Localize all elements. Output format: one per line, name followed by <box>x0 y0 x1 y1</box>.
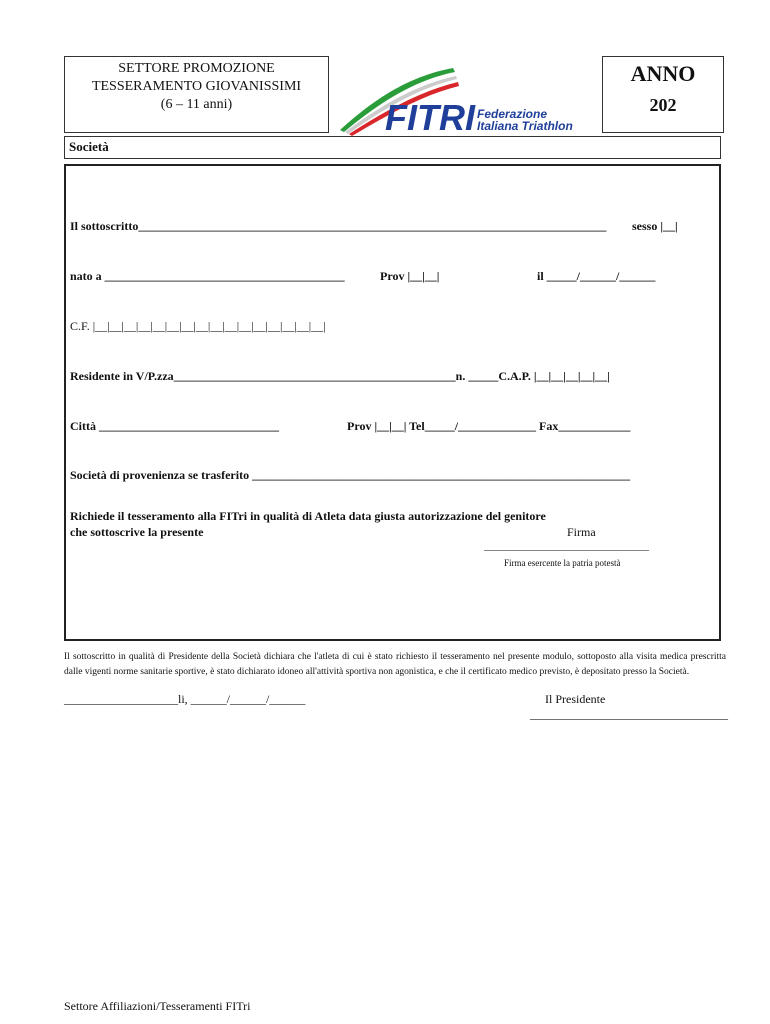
nato-field[interactable]: nato a ________________________________________ <box>70 269 345 283</box>
prov-tel-fax-field[interactable]: Prov |__|__| Tel_____/_____________ Fax____________ <box>347 419 631 433</box>
president-signature-line[interactable]: _________________________________ <box>530 707 728 721</box>
sottoscritto-field[interactable]: Il sottoscritto______________________________________________________________________________ <box>70 219 607 233</box>
richiede-line-2: che sottoscrive la presente <box>70 525 204 539</box>
citta-field[interactable]: Città ______________________________ <box>70 419 279 433</box>
anno-box <box>602 56 724 133</box>
page-footer: Settore Affiliazioni/Tesseramenti FITri <box>64 999 251 1013</box>
president-label: Il Presidente <box>545 692 606 706</box>
societa-field[interactable] <box>64 136 721 159</box>
provenienza-field[interactable]: Società di provenienza se trasferito _______________________________________________________________ <box>70 468 631 482</box>
residence-field[interactable]: Residente in V/P.zza_______________________________________________n. _____C.A.P. |__|__|__|__|__| <box>70 369 610 383</box>
sesso-field[interactable]: sesso |__| <box>632 219 678 233</box>
title-box <box>64 56 329 133</box>
firma-caption: Firma esercente la patria potestà <box>504 558 621 568</box>
birth-date-field[interactable]: il _____/______/______ <box>537 269 656 283</box>
firma-label: Firma <box>567 525 596 539</box>
firma-line[interactable]: ______________________________ <box>484 540 649 552</box>
societa-label: Società <box>69 139 109 154</box>
logo-name-line2: Italiana Triathlon <box>477 119 573 133</box>
place-date-field[interactable]: ___________________li, ______/______/______ <box>64 692 306 706</box>
title-line-1: SETTORE PROMOZIONE <box>118 61 275 76</box>
fitri-logo <box>335 58 590 138</box>
logo-name-line1: Federazione <box>477 107 548 121</box>
cf-field[interactable]: C.F. |__|__|__|__|__|__|__|__|__|__|__|__|__|__|__|__| <box>70 319 326 333</box>
richiede-line-1: Richiede il tesseramento alla FITri in qualità di Atleta data giusta autorizzazione del genitore <box>70 509 546 523</box>
anno-value[interactable]: 202 <box>649 95 677 115</box>
athlete-form-box <box>64 164 721 641</box>
title-line-3: (6 – 11 anni) <box>160 97 233 112</box>
president-declaration: Il sottoscritto in qualità di Presidente della Società dichiara che l'atleta di cui è stato richiesto il tesseramento nel presente modulo, sottoposto alla visita medica prescritta dalle vigenti norme sanitarie sportive, è stato dichiarato idoneo all'attività sportiva non agonistica, e che il certificato medico previsto, è depositato presso la Società. <box>64 652 726 677</box>
prov-birth-field[interactable]: Prov |__|__| <box>380 269 440 283</box>
title-line-2: TESSERAMENTO GIOVANISSIMI <box>91 79 302 94</box>
anno-label: ANNO <box>630 61 696 86</box>
logo-brand: FITRI <box>385 97 475 138</box>
